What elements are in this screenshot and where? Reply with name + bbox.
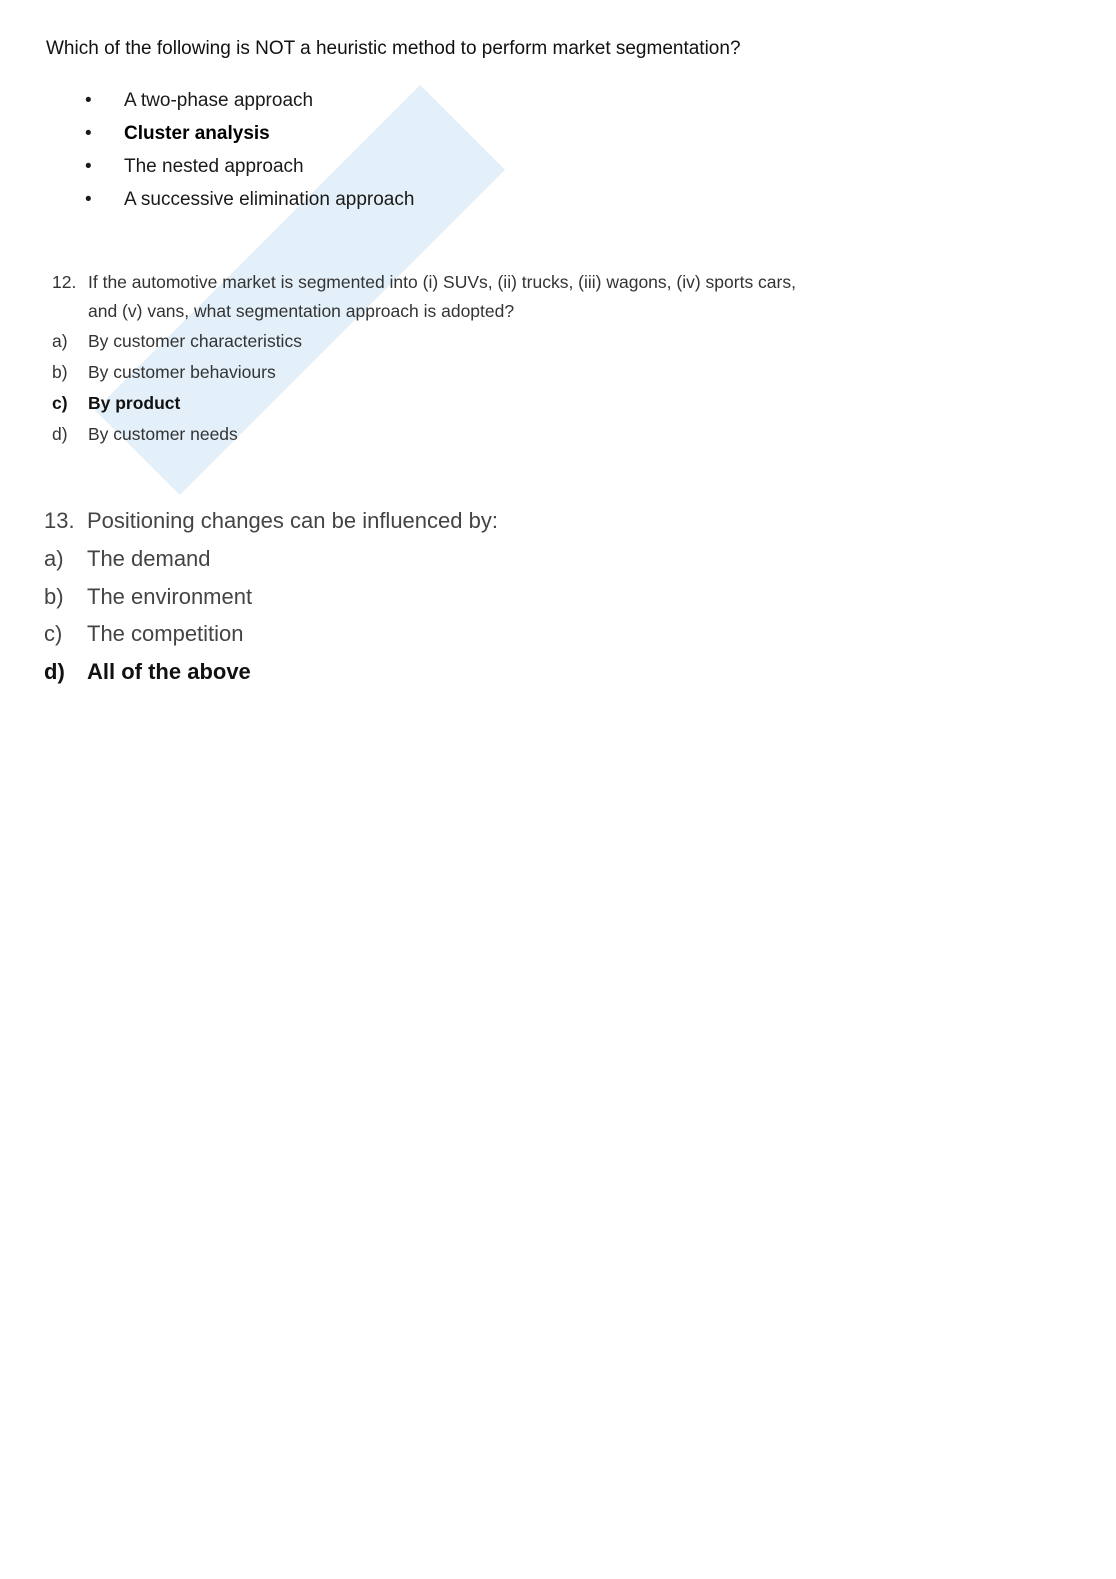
option-item [44, 618, 498, 656]
option-letter: d) [52, 424, 68, 444]
option-label: By customer needs [88, 424, 238, 444]
question-12-line1 [52, 270, 796, 299]
option-letter: b) [52, 362, 68, 382]
option-label: The environment [87, 583, 253, 609]
question-13-text: Positioning changes can be influenced by: [87, 508, 498, 533]
option-label: All of the above [87, 658, 251, 684]
question-number: 13. [44, 508, 75, 533]
option-item [52, 328, 796, 359]
option-item [44, 543, 498, 581]
option-item [52, 421, 796, 452]
option-item [84, 187, 414, 220]
option-item [84, 121, 414, 154]
option-item [84, 154, 414, 187]
question-13 [44, 505, 498, 693]
bullet-icon: • [85, 90, 92, 111]
option-letter: a) [44, 546, 64, 571]
option-item [84, 88, 414, 121]
question-12-text-line2: and (v) vans, what segmentation approach is adopted? [88, 301, 515, 321]
option-letter: d) [44, 658, 65, 684]
bullet-icon: • [85, 123, 92, 144]
option-letter: c) [52, 393, 68, 413]
option-label: The demand [87, 546, 211, 571]
option-letter: a) [52, 331, 68, 351]
option-label: By customer characteristics [88, 331, 302, 351]
question-13-line [44, 505, 498, 543]
question-12-text-line1: If the automotive market is segmented into (i) SUVs, (ii) trucks, (iii) wagons, (iv) sports cars, [88, 272, 796, 292]
question-12-line2 [52, 299, 796, 328]
option-label: The nested approach [124, 156, 304, 177]
option-label: By product [88, 393, 181, 413]
option-item-answer [44, 656, 498, 694]
option-letter: c) [44, 621, 63, 646]
option-label: A two-phase approach [124, 90, 314, 111]
question-11-text: Which of the following is NOT a heuristic method to perform market segmentation? [46, 38, 741, 59]
bullet-icon: • [85, 156, 92, 177]
question-number: 12. [52, 272, 77, 292]
option-item [44, 581, 498, 619]
option-label: The competition [87, 621, 244, 646]
option-label: A successive elimination approach [124, 189, 415, 210]
bullet-icon: • [85, 189, 92, 210]
option-label: By customer behaviours [88, 362, 276, 382]
option-letter: b) [44, 583, 64, 609]
option-item [52, 359, 796, 390]
question-12 [52, 270, 796, 452]
option-item-answer [52, 390, 796, 421]
option-label-answer: Cluster analysis [124, 123, 270, 144]
question-11-options [84, 88, 414, 220]
